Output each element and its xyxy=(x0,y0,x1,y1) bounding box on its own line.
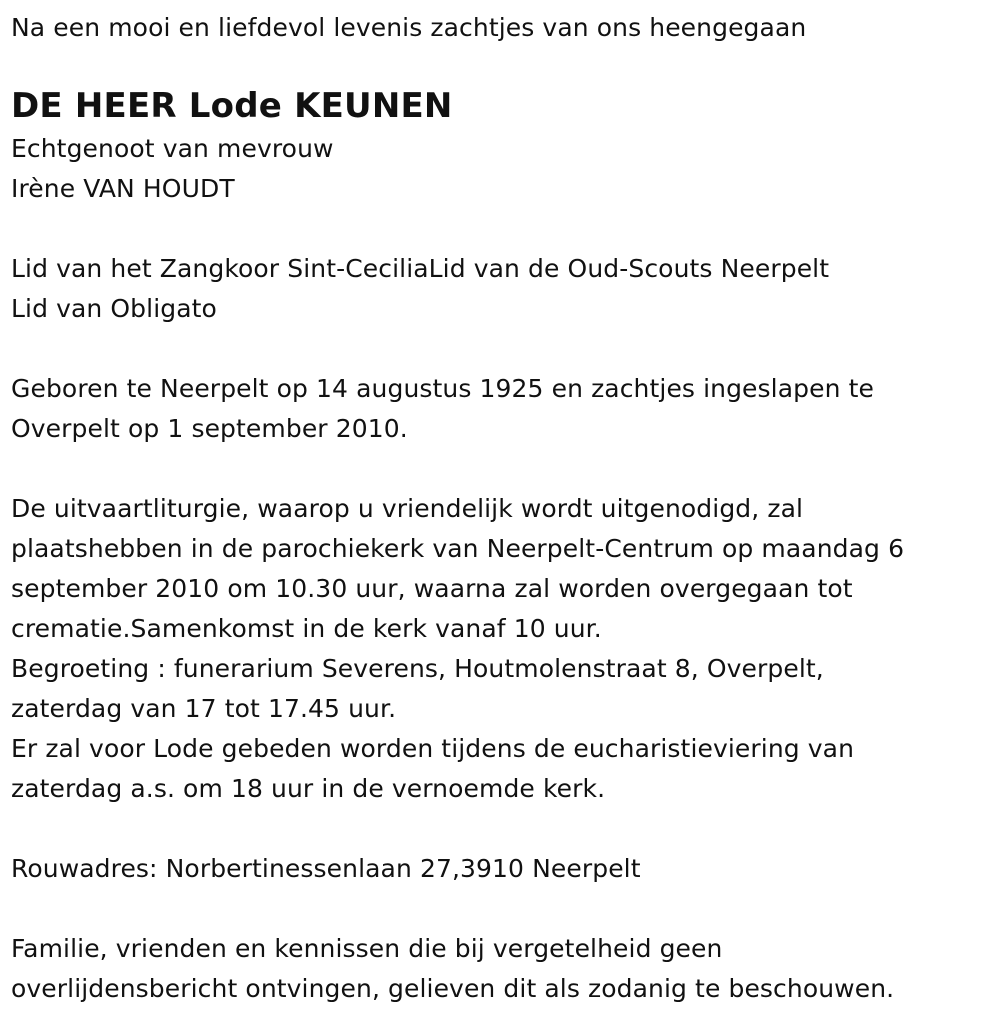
funeral-line: Begroeting : funerarium Severens, Houtmolenstraat 8, Overpelt, xyxy=(11,654,824,683)
intro-text: Na een mooi en liefdevol levenis zachtjes van ons heengegaan xyxy=(11,13,807,42)
spacer xyxy=(11,809,988,849)
funeral-line: Er zal voor Lode gebeden worden tijdens de eucharistieviering van xyxy=(11,734,855,763)
deceased-name: DE HEER Lode KEUNEN xyxy=(11,86,453,126)
funeral-line: plaatshebben in de parochiekerk van Neerpelt-Centrum op maandag 6 xyxy=(11,534,905,563)
membership-line-1: Lid van het Zangkoor Sint-CeciliaLid van de Oud-Scouts Neerpelt xyxy=(11,254,830,283)
funeral-line: zaterdag van 17 tot 17.45 uur. xyxy=(11,694,397,723)
birth-line-2: Overpelt op 1 september 2010. xyxy=(11,414,408,443)
spacer xyxy=(11,329,988,369)
closing-line-2: overlijdensbericht ontvingen, gelieven dit als zodanig te beschouwen. xyxy=(11,974,895,1003)
closing-line-1: Familie, vrienden en kennissen die bij vergetelheid geen xyxy=(11,934,723,963)
spacer xyxy=(11,889,988,929)
funeral-line: crematie.Samenkomst in de kerk vanaf 10 uur. xyxy=(11,614,602,643)
spacer xyxy=(11,209,988,249)
spouse-line-2: Irène VAN HOUDT xyxy=(11,174,235,203)
membership-line-2: Lid van Obligato xyxy=(11,294,217,323)
spacer xyxy=(11,449,988,489)
mourning-address: Rouwadres: Norbertinessenlaan 27,3910 Neerpelt xyxy=(11,854,641,883)
spouse-line-1: Echtgenoot van mevrouw xyxy=(11,134,334,163)
birth-line-1: Geboren te Neerpelt op 14 augustus 1925 en zachtjes ingeslapen te xyxy=(11,374,874,403)
funeral-line: De uitvaartliturgie, waarop u vriendelijk wordt uitgenodigd, zal xyxy=(11,494,804,523)
funeral-line: zaterdag a.s. om 18 uur in de vernoemde kerk. xyxy=(11,774,606,803)
funeral-line: september 2010 om 10.30 uur, waarna zal worden overgegaan tot xyxy=(11,574,853,603)
